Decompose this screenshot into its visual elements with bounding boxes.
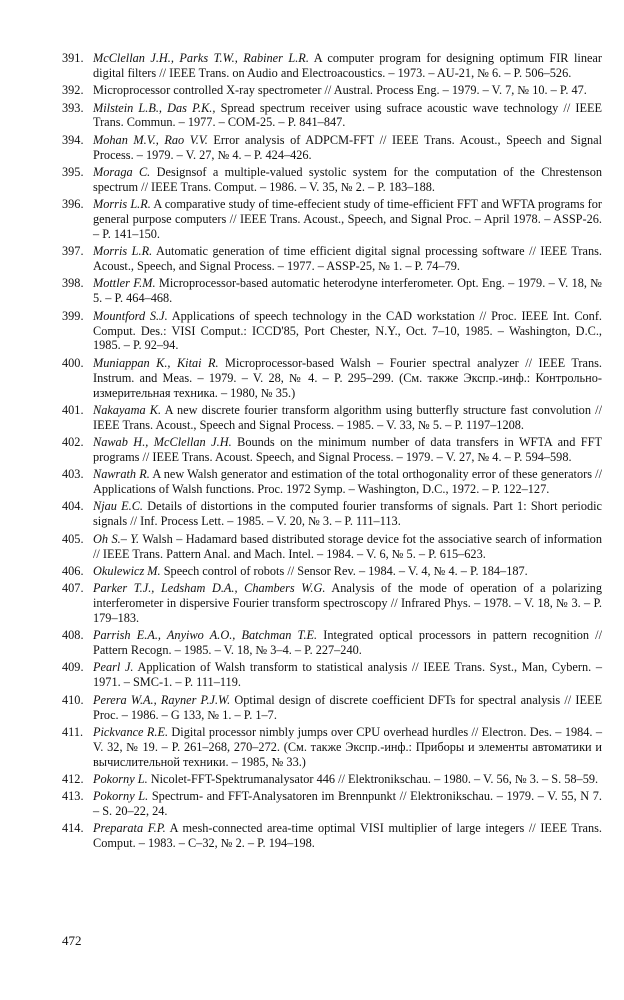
entry-text: Optimal design of discrete coefficient DFTs for spectral analysis // IEEE Proc. – 1986. – G 133, № 1. – P. 1–7.: [93, 692, 602, 722]
bibliography-entry: [62, 197, 602, 242]
entry-number: 405.: [62, 531, 84, 546]
bibliography-entry: [62, 435, 602, 465]
entry-number: 413.: [62, 789, 84, 804]
entry-authors: Pearl J.: [93, 660, 134, 675]
bibliography-entry: [62, 725, 602, 770]
entry-text: Microprocessor-based Walsh – Fourier spectral analyzer // IEEE Trans. Instrum. and Meas. – 1979. – V. 28, № 4. – P. 295–299. (См. также Экспр.-инф.: Контрольно-измерительная техника. – 1980, № 35.): [93, 355, 602, 400]
bibliography-entry: [62, 403, 602, 433]
entry-number: 398.: [62, 276, 84, 291]
entry-number: 407.: [62, 581, 84, 596]
entry-text: Applications of speech technology in the CAD workstation // Proc. IEEE Int. Conf. Comput. Des.: VISI Comput.: ICCD'85, Port Chester, N.Y., Oct. 7–10, 1985. – Washington, D.C., 1985. – P. 92–94.: [93, 308, 602, 353]
entry-authors: Njau E.C.: [93, 499, 143, 514]
entry-text: Application of Walsh transform to statistical analysis // IEEE Trans. Syst., Man, Cybern. – 1971. – SMC-1. – P. 111–119.: [93, 660, 602, 690]
bibliography-entry: [62, 660, 602, 690]
entry-authors: Preparata F.P.: [93, 821, 166, 836]
bibliography-entry: [62, 244, 602, 274]
entry-number: 403.: [62, 467, 84, 482]
entry-text: Details of distortions in the computed fourier transforms of signals. Part 1: Short periodic signals // Inf. Process Lett. – 1985. – V. 20, № 3. – P. 111–113.: [93, 499, 602, 529]
entry-authors: McClellan J.H., Parks T.W., Rabiner L.R.: [93, 51, 309, 65]
entry-text: Automatic generation of time efficient digital signal processing software // IEEE Trans. Acoust., Speech, and Signal Process. – 1977. – ASSP-25, № 1. – P. 74–79.: [93, 244, 602, 274]
entry-text: Digital processor nimbly jumps over CPU overhead hurdles // Electron. Des. – 1984. – V. 32, № 19. – P. 261–268, 270–272. (См. также Экспр.-инф.: Приборы и элементы автоматики и вычислительной техники. – 1985, № 33.): [93, 724, 602, 769]
entry-text: Spread spectrum receiver using sufrace acoustic wave technology // IEEE Trans. Commun. – 1977. – COM-25. – P. 841–847.: [93, 100, 602, 130]
entry-text: Designsof a multiple-valued systolic system for the computation of the Chrestenson spectrum // IEEE Trans. Comput. – 1986. – V. 35, № 2. – P. 183–188.: [93, 164, 602, 194]
entry-number: 410.: [62, 692, 84, 707]
bibliography-entry: [62, 165, 602, 195]
bibliography-entry: [62, 821, 602, 851]
bibliography-entry: [62, 83, 602, 98]
bibliography-entry: [62, 789, 602, 819]
bibliography-entry: [62, 309, 602, 354]
entry-text: Spectrum- and FFT-Analysatoren im Brennpunkt // Elektronikschau. – 1979. – V. 55, N 7. – S. 20–22, 24.: [93, 789, 602, 819]
bibliography-entry: [62, 101, 602, 131]
entry-number: 401.: [62, 402, 84, 417]
entry-authors: Oh S.– Y.: [93, 531, 140, 546]
entry-text: Bounds on the minimum number of data transfers in WFTA and FFT programs // IEEE Trans. Acoust. Speech, and Signal Process. – 1979. – V. 27, № 4. – P. 594–598.: [93, 435, 602, 464]
entry-text: Speech control of robots // Sensor Rev. – 1984. – V. 4, № 4. – P. 184–187.: [163, 563, 528, 578]
entry-number: 400.: [62, 355, 84, 370]
entry-authors: Morris L.R.: [93, 244, 153, 259]
entry-number: 396.: [62, 197, 84, 212]
bibliography-entry: [62, 564, 602, 579]
page-number: 472: [62, 933, 82, 948]
entry-number: 397.: [62, 244, 84, 259]
entry-text: A mesh-connected area-time optimal VISI multiplier of large integers // IEEE Trans. Comput. – 1983. – C–32, № 2. – P. 194–198.: [93, 821, 602, 851]
entry-number: 393.: [62, 100, 84, 115]
entry-number: 404.: [62, 499, 84, 514]
entry-authors: Pokorny L.: [93, 789, 149, 804]
entry-authors: Pickvance R.E.: [93, 724, 169, 739]
entry-text: Microprocessor controlled X-ray spectrometer // Austral. Process Eng. – 1979. – V. 7, № 10. – P. 47.: [93, 83, 587, 98]
entry-text: A new discrete fourier transform algorithm using butterfly structure fast convolution // IEEE Trans. Acoust., Speech and Signal Process. – 1985. – V. 33, № 5. – P. 1197–1208.: [93, 402, 602, 432]
entry-text: A computer program for designing optimum FIR linear digital filters // IEEE Trans. on Audio and Electroacoustics. – 1973. – AU-21, № 6. – P. 506–526.: [93, 51, 602, 80]
entry-authors: Parker T.J., Ledsham D.A., Chambers W.G.: [93, 581, 326, 596]
entry-authors: Nawab H., McClellan J.H.: [93, 435, 232, 450]
entry-authors: Nakayama K.: [93, 402, 162, 417]
bibliography-entry: [62, 772, 602, 787]
entry-text: Integrated optical processors in pattern recognition // Pattern Recogn. – 1985. – V. 18, № 3–4. – P. 227–240.: [93, 628, 603, 658]
entry-authors: Okulewicz M.: [93, 563, 161, 578]
entry-number: 412.: [62, 771, 84, 786]
bibliography-entry: [62, 51, 602, 81]
entry-authors: Morris L.R.: [93, 197, 151, 212]
entry-number: 402.: [62, 435, 84, 450]
entry-number: 406.: [62, 563, 84, 578]
entry-number: 414.: [62, 821, 84, 836]
entry-authors: Nawrath R.: [93, 467, 150, 482]
bibliography-entry: [62, 532, 602, 562]
entry-text: Walsh – Hadamard based distributed storage device fot the associative search of information // IEEE Trans. Pattern Anal. and Mach. Intel. – 1984. – V. 6, № 5. – P. 615–623.: [93, 531, 602, 561]
bibliography-entry: [62, 581, 602, 626]
entry-text: Nicolet-FFT-Spektrumanalysator 446 // Elektronikschau. – 1980. – V. 56, № 3. – S. 58–59.: [150, 771, 599, 786]
entry-authors: Milstein L.B., Das P.K.,: [93, 100, 216, 115]
bibliography-entry: [62, 499, 602, 529]
entry-number: 391.: [62, 51, 84, 65]
entry-number: 395.: [62, 164, 84, 179]
entry-number: 399.: [62, 308, 84, 323]
entry-text: A new Walsh generator and estimation of the total orthogonality error of these generators // Applications of Walsh functions. Proc. 1972 Symp. – Washington, D.C., 1972. – P. 122–127.: [93, 467, 603, 497]
entry-text: Analysis of the mode of operation of a polarizing interferometer in dispersive Fourier transform spectroscopy // Infrared Phys. – 1978. – V. 18, № 3. – P. 179–183.: [93, 581, 602, 625]
entry-number: 394.: [62, 132, 84, 147]
bibliography-entry: [62, 276, 602, 306]
entry-text: Microprocessor-based automatic heterodyne interferometer. Opt. Eng. – 1979. – V. 18, № 5. – P. 464–468.: [93, 276, 603, 306]
entry-authors: Mohan M.V., Rao V.V.: [93, 132, 208, 147]
bibliography-list: [62, 51, 602, 854]
entry-number: 392.: [62, 83, 84, 98]
entry-authors: Pokorny L.: [93, 771, 148, 786]
entry-number: 409.: [62, 660, 84, 675]
entry-number: 411.: [62, 724, 84, 739]
bibliography-entry: [62, 133, 602, 163]
entry-authors: Mountford S.J.: [93, 308, 168, 323]
entry-authors: Moraga C.: [93, 164, 151, 179]
bibliography-entry: [62, 628, 602, 658]
entry-authors: Mottler F.M.: [93, 276, 156, 291]
entry-text: A comparative study of time-effecient study of time-efficient FFT and WFTA programs for general purpose computers // IEEE Trans. Acoust., Speech, and Signal Proc. – April 1978. – ASSP-26. – P. 141–150.: [93, 197, 602, 241]
bibliography-entry: [62, 693, 602, 723]
entry-authors: Perera W.A., Rayner P.J.W.: [93, 692, 231, 707]
entry-text: Error analysis of ADPCM-FFT // IEEE Trans. Acoust., Speech and Signal Process. – 1979. – V. 27, № 4. – P. 424–426.: [93, 132, 603, 162]
entry-authors: Parrish E.A., Anyiwo A.O., Batchman T.E.: [93, 628, 318, 643]
bibliography-entry: [62, 467, 602, 497]
bibliography-entry: [62, 356, 602, 401]
entry-authors: Muniappan K., Kitai R.: [93, 355, 219, 370]
entry-number: 408.: [62, 628, 84, 643]
